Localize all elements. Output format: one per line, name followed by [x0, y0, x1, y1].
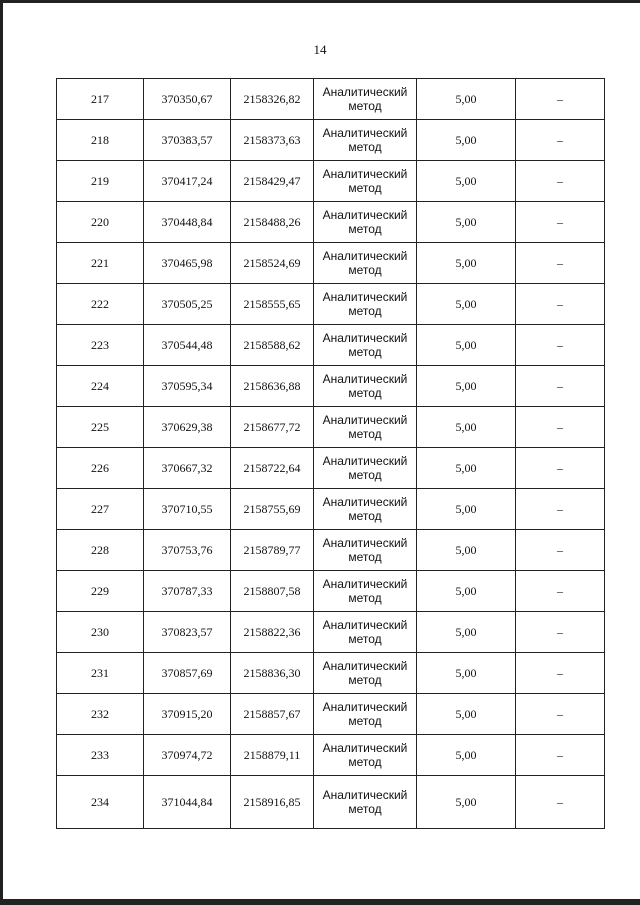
accuracy-cell: 5,00	[417, 612, 516, 653]
accuracy-cell: 5,00	[417, 530, 516, 571]
x-coordinate-cell: 370505,25	[144, 284, 231, 325]
x-coordinate-cell: 370350,67	[144, 79, 231, 120]
note-cell: –	[516, 448, 605, 489]
accuracy-cell: 5,00	[417, 120, 516, 161]
note-cell: –	[516, 776, 605, 829]
accuracy-cell: 5,00	[417, 284, 516, 325]
scan-border-top	[0, 0, 640, 3]
accuracy-cell: 5,00	[417, 161, 516, 202]
table-row	[57, 202, 605, 243]
method-text: Аналитический метод	[322, 788, 408, 816]
method-text: Аналитический метод	[322, 331, 408, 359]
method-cell	[314, 366, 417, 407]
accuracy-cell: 5,00	[417, 202, 516, 243]
method-cell	[314, 120, 417, 161]
note-cell: –	[516, 366, 605, 407]
x-coordinate-cell: 370595,34	[144, 366, 231, 407]
point-number-cell: 233	[57, 735, 144, 776]
method-cell	[314, 284, 417, 325]
x-coordinate-cell: 370753,76	[144, 530, 231, 571]
method-text: Аналитический метод	[322, 249, 408, 277]
page-number: 14	[313, 42, 327, 57]
x-coordinate-cell: 370915,20	[144, 694, 231, 735]
accuracy-cell: 5,00	[417, 571, 516, 612]
x-coordinate-cell: 370417,24	[144, 161, 231, 202]
method-cell	[314, 571, 417, 612]
note-cell: –	[516, 694, 605, 735]
table-row	[57, 776, 605, 829]
note-cell: –	[516, 612, 605, 653]
x-coordinate-cell: 370787,33	[144, 571, 231, 612]
note-cell: –	[516, 202, 605, 243]
accuracy-cell: 5,00	[417, 448, 516, 489]
point-number-cell: 229	[57, 571, 144, 612]
method-cell	[314, 161, 417, 202]
method-cell	[314, 530, 417, 571]
point-number-cell: 220	[57, 202, 144, 243]
table-row	[57, 325, 605, 366]
method-cell	[314, 653, 417, 694]
note-cell: –	[516, 161, 605, 202]
y-coordinate-cell: 2158822,36	[231, 612, 314, 653]
scan-border-left	[0, 0, 3, 905]
y-coordinate-cell: 2158588,62	[231, 325, 314, 366]
x-coordinate-cell: 370448,84	[144, 202, 231, 243]
y-coordinate-cell: 2158326,82	[231, 79, 314, 120]
method-text: Аналитический метод	[322, 290, 408, 318]
y-coordinate-cell: 2158636,88	[231, 366, 314, 407]
accuracy-cell: 5,00	[417, 735, 516, 776]
method-cell	[314, 694, 417, 735]
table-row	[57, 407, 605, 448]
y-coordinate-cell: 2158524,69	[231, 243, 314, 284]
method-text: Аналитический метод	[322, 208, 408, 236]
method-text: Аналитический метод	[322, 85, 408, 113]
table-row	[57, 489, 605, 530]
method-cell	[314, 407, 417, 448]
table-row	[57, 612, 605, 653]
method-text: Аналитический метод	[322, 741, 408, 769]
accuracy-cell: 5,00	[417, 653, 516, 694]
table-row	[57, 243, 605, 284]
point-number-cell: 219	[57, 161, 144, 202]
point-number-cell: 226	[57, 448, 144, 489]
accuracy-cell: 5,00	[417, 79, 516, 120]
table-row	[57, 571, 605, 612]
method-cell	[314, 202, 417, 243]
accuracy-cell: 5,00	[417, 407, 516, 448]
x-coordinate-cell: 370465,98	[144, 243, 231, 284]
method-text: Аналитический метод	[322, 659, 408, 687]
note-cell: –	[516, 120, 605, 161]
note-cell: –	[516, 79, 605, 120]
y-coordinate-cell: 2158488,26	[231, 202, 314, 243]
x-coordinate-cell: 370974,72	[144, 735, 231, 776]
note-cell: –	[516, 530, 605, 571]
method-text: Аналитический метод	[322, 372, 408, 400]
x-coordinate-cell: 370383,57	[144, 120, 231, 161]
y-coordinate-cell: 2158373,63	[231, 120, 314, 161]
point-number-cell: 234	[57, 776, 144, 829]
method-cell	[314, 325, 417, 366]
method-cell	[314, 612, 417, 653]
note-cell: –	[516, 284, 605, 325]
point-number-cell: 228	[57, 530, 144, 571]
table-row	[57, 161, 605, 202]
method-text: Аналитический метод	[322, 495, 408, 523]
method-text: Аналитический метод	[322, 126, 408, 154]
method-cell	[314, 79, 417, 120]
table-row	[57, 735, 605, 776]
point-number-cell: 227	[57, 489, 144, 530]
method-text: Аналитический метод	[322, 577, 408, 605]
method-cell	[314, 735, 417, 776]
table-row	[57, 366, 605, 407]
method-cell	[314, 776, 417, 829]
point-number-cell: 232	[57, 694, 144, 735]
note-cell: –	[516, 571, 605, 612]
point-number-cell: 221	[57, 243, 144, 284]
point-number-cell: 231	[57, 653, 144, 694]
y-coordinate-cell: 2158836,30	[231, 653, 314, 694]
x-coordinate-cell: 370544,48	[144, 325, 231, 366]
accuracy-cell: 5,00	[417, 776, 516, 829]
y-coordinate-cell: 2158555,65	[231, 284, 314, 325]
y-coordinate-cell: 2158755,69	[231, 489, 314, 530]
x-coordinate-cell: 370857,69	[144, 653, 231, 694]
method-text: Аналитический метод	[322, 167, 408, 195]
point-number-cell: 218	[57, 120, 144, 161]
table-row	[57, 79, 605, 120]
point-number-cell: 217	[57, 79, 144, 120]
point-number-cell: 224	[57, 366, 144, 407]
x-coordinate-cell: 370629,38	[144, 407, 231, 448]
note-cell: –	[516, 735, 605, 776]
note-cell: –	[516, 653, 605, 694]
table-row	[57, 694, 605, 735]
table-row	[57, 530, 605, 571]
method-text: Аналитический метод	[322, 700, 408, 728]
method-cell	[314, 489, 417, 530]
table-row	[57, 448, 605, 489]
method-text: Аналитический метод	[322, 413, 408, 441]
coordinates-table	[56, 78, 605, 829]
table-row	[57, 653, 605, 694]
y-coordinate-cell: 2158916,85	[231, 776, 314, 829]
point-number-cell: 222	[57, 284, 144, 325]
point-number-cell: 223	[57, 325, 144, 366]
table-row	[57, 120, 605, 161]
note-cell: –	[516, 489, 605, 530]
y-coordinate-cell: 2158722,64	[231, 448, 314, 489]
method-cell	[314, 448, 417, 489]
accuracy-cell: 5,00	[417, 325, 516, 366]
table-row	[57, 284, 605, 325]
scan-border-bottom	[0, 899, 640, 905]
accuracy-cell: 5,00	[417, 489, 516, 530]
method-text: Аналитический метод	[322, 454, 408, 482]
method-text: Аналитический метод	[322, 536, 408, 564]
y-coordinate-cell: 2158789,77	[231, 530, 314, 571]
y-coordinate-cell: 2158429,47	[231, 161, 314, 202]
method-text: Аналитический метод	[322, 618, 408, 646]
note-cell: –	[516, 325, 605, 366]
y-coordinate-cell: 2158677,72	[231, 407, 314, 448]
method-cell	[314, 243, 417, 284]
accuracy-cell: 5,00	[417, 243, 516, 284]
note-cell: –	[516, 243, 605, 284]
accuracy-cell: 5,00	[417, 366, 516, 407]
point-number-cell: 230	[57, 612, 144, 653]
point-number-cell: 225	[57, 407, 144, 448]
y-coordinate-cell: 2158807,58	[231, 571, 314, 612]
x-coordinate-cell: 370710,55	[144, 489, 231, 530]
accuracy-cell: 5,00	[417, 694, 516, 735]
x-coordinate-cell: 370823,57	[144, 612, 231, 653]
note-cell: –	[516, 407, 605, 448]
x-coordinate-cell: 370667,32	[144, 448, 231, 489]
y-coordinate-cell: 2158857,67	[231, 694, 314, 735]
coordinates-table-body	[57, 79, 605, 829]
x-coordinate-cell: 371044,84	[144, 776, 231, 829]
y-coordinate-cell: 2158879,11	[231, 735, 314, 776]
